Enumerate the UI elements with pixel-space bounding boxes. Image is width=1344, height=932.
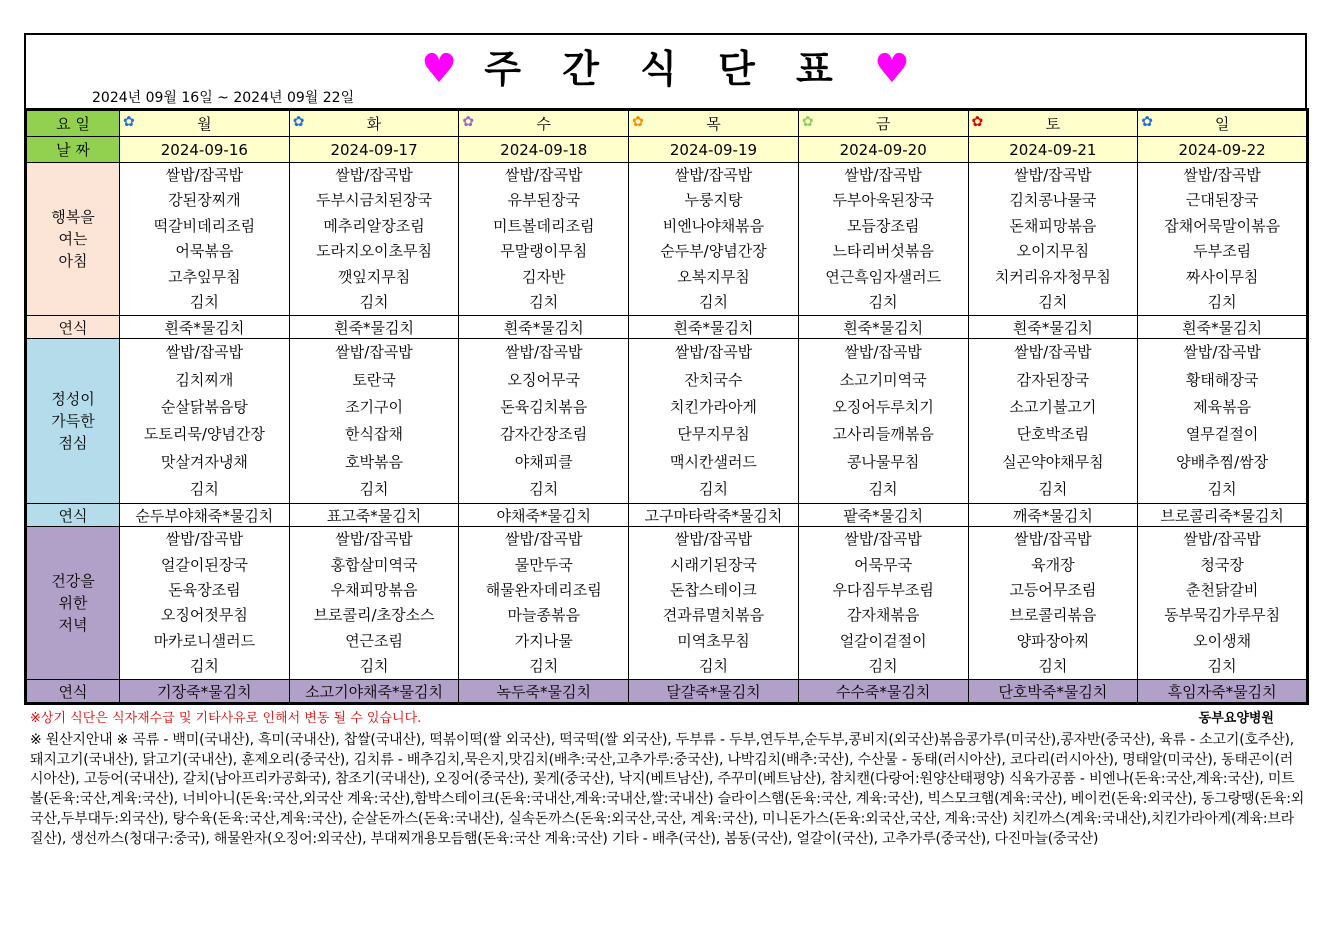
menu-item: 잔치국수 <box>684 370 743 389</box>
menu-item: 쌀밥/잡곡밥 <box>505 530 583 549</box>
flower-icon: ✿ <box>632 114 644 130</box>
menu-item: 고추잎무침 <box>168 267 241 286</box>
menu-item: 마카로니샐러드 <box>153 631 256 650</box>
menu-item: 양배추찜/쌈장 <box>1176 452 1269 471</box>
lunch-menu-cell <box>120 339 290 504</box>
day-date: 2024-09-17 <box>289 137 459 163</box>
menu-item: 김치 <box>359 479 389 498</box>
lunch-menu-cell <box>798 339 968 504</box>
snack-label: 연식 <box>26 680 120 704</box>
menu-item: 오징어무국 <box>507 370 580 389</box>
date-label: 날 짜 <box>26 137 120 163</box>
dinner-menu-cell <box>120 527 290 680</box>
day-name-cell <box>629 110 799 137</box>
day-date: 2024-09-22 <box>1138 137 1308 163</box>
menu-item: 브로콜리볶음 <box>1009 606 1097 625</box>
menu-item: 돈찹스테이크 <box>669 580 757 599</box>
lunch-menu-cell <box>289 339 459 504</box>
snack-item: 표고죽*물김치 <box>289 504 459 527</box>
snack-label: 연식 <box>26 316 120 339</box>
menu-item: 김치 <box>868 657 898 676</box>
flower-icon: ✿ <box>123 114 135 130</box>
day-date: 2024-09-20 <box>798 137 968 163</box>
menu-item: 김치 <box>189 479 219 498</box>
date-range: 2024년 09월 16일 ~ 2024년 09월 22일 <box>92 90 355 106</box>
menu-item: 감자간장조림 <box>500 425 588 444</box>
snack-item: 흰죽*물김치 <box>1138 316 1308 339</box>
snack-item: 흰죽*물김치 <box>968 316 1138 339</box>
snack-item: 녹두죽*물김치 <box>459 680 629 704</box>
flower-icon: ✿ <box>462 114 475 130</box>
menu-item: 쌀밥/잡곡밥 <box>505 166 583 184</box>
menu-item: 쌀밥/잡곡밥 <box>335 530 413 549</box>
menu-item: 김치 <box>359 292 389 311</box>
menu-item: 김치 <box>529 479 559 498</box>
breakfast-label-line: 아침 <box>58 252 88 271</box>
menu-item: 쌀밥/잡곡밥 <box>844 530 922 549</box>
snack-item: 팥죽*물김치 <box>798 504 968 527</box>
menu-item: 해물완자데리조림 <box>485 580 602 599</box>
menu-item: 쌀밥/잡곡밥 <box>674 530 753 549</box>
menu-item: 김치찌개 <box>175 370 234 389</box>
day-date: 2024-09-18 <box>459 137 629 163</box>
snack-item: 소고기야채죽*물김치 <box>289 680 459 704</box>
menu-item: 춘천닭갈비 <box>1185 580 1259 599</box>
menu-item: 김치 <box>1038 657 1068 676</box>
menu-item: 야채피클 <box>514 452 573 471</box>
lunch-label <box>26 339 120 504</box>
day-name-cell <box>120 110 290 137</box>
lunch-label-line: 정성이 <box>51 390 95 409</box>
menu-item: 김치 <box>359 657 389 676</box>
menu-item: 오이생채 <box>1193 631 1252 650</box>
menu-item: 비엔나야채볶음 <box>662 216 765 235</box>
dinner-menu-cell <box>968 527 1138 680</box>
menu-item: 메추리알장조림 <box>323 216 425 235</box>
menu-item: 육개장 <box>1031 555 1075 574</box>
menu-item: 제육볶음 <box>1193 397 1252 416</box>
breakfast-menu-cell <box>968 163 1138 316</box>
day-name: 일 <box>1214 115 1230 133</box>
snack-label: 연식 <box>26 504 120 527</box>
menu-item: 고등어무조림 <box>1009 580 1097 599</box>
menu-item: 물만두국 <box>514 555 573 574</box>
origin-info: ※ 원산지안내 ※ 곡류 - 백미(국내산), 흑미(국내산), 찹쌀(국내산), 떡볶이떡(쌀 외국산), 떡국떡(쌀 외국산), 두부류 - 두부,연두부,순두부,콩비지(외국산)볶음콩가루(미국산),콩자반(중국산), 육류 - 소고기(호주산), 돼지고기(국내산), 닭고기(국내산), 훈제오리(중국산), 김치류 - 배추김치,묵은지,맛김치(배추:국산,고추가루:중국산), 나박김치(배추:국산), 수산물 - 동태(러시아산), 코다리(러시아산), 명태알(미국산), 동태곤이(러시아산), 고등어(국내산), 갈치(남아프리카공화국), 참조기(국내산), 오징어(중국산), 꽃게(중국산), 낙지(베트남산), 주꾸미(베트남산), 참치캔(다랑어:원양산태평양) 식육가공품 - 비엔나(돈육:국산,계육:국산), 미트볼(돈육:국산,계육:국산), 너비아니(돈육:국산,외국산 계육:국산),함박스테이크(돈육:국내산,계육:국내산,쌀:국내산) 슬라이스햄(돈육:국산, 계육:국산), 빅스모크햄(계육:국산), 베이컨(돈육:외국산), 동그랑땡(돈육:외국산,두부대두:외국산), 탕수육(돈육:국산,계육:국산), 순살돈까스(돈육:국내산), 실속돈까스(돈육:외국산,국산, 계육:국산), 미니돈가스(돈육:외국산,국산, 계육:국산) 치킨까스(계육:국내산),치킨가라아게(계육:브라질산), 생선까스(청대구:중국), 해물완자(오징어:외국산), 부대찌개용모듬햄(돈육:국산 계육:국산) 기타 - 배추(국산), 봄동(국산), 얼갈이(국산), 고추가루(중국산), 다진마늘(중국산) <box>30 732 1305 847</box>
menu-item: 콩나물무침 <box>846 452 920 471</box>
menu-item: 쌀밥/잡곡밥 <box>1183 166 1261 184</box>
menu-item: 연근흑임자샐러드 <box>825 267 942 286</box>
menu-item: 김치 <box>698 292 728 311</box>
day-name: 목 <box>706 115 721 133</box>
breakfast-menu-cell <box>459 163 629 316</box>
page-title <box>26 38 1305 93</box>
dinner-label-line: 저녁 <box>58 616 88 635</box>
snack-item: 흰죽*물김치 <box>459 316 629 339</box>
menu-item: 쌀밥/잡곡밥 <box>1014 530 1092 549</box>
menu-item: 김치 <box>1207 292 1237 311</box>
lunch-label-line: 점심 <box>58 434 88 453</box>
menu-item: 김치 <box>868 292 898 311</box>
flower-icon: ✿ <box>1141 114 1153 130</box>
menu-item: 돈육장조림 <box>168 580 241 599</box>
menu-item: 김치 <box>529 657 559 676</box>
menu-item: 조기구이 <box>345 397 404 416</box>
menu-item: 두부아욱된장국 <box>832 191 934 210</box>
dinner-menu-cell <box>289 527 459 680</box>
snack-item: 달걀죽*물김치 <box>629 680 799 704</box>
menu-item: 청국장 <box>1200 555 1244 574</box>
menu-item: 김치 <box>1038 292 1068 311</box>
title-box <box>24 33 1307 108</box>
menu-item: 동부묵김가루무침 <box>1164 606 1281 625</box>
menu-item: 맛살겨자냉채 <box>160 452 248 471</box>
menu-item: 미역초무침 <box>677 631 750 650</box>
menu-item: 실곤약야채무침 <box>1002 452 1104 471</box>
snack-item: 수수죽*물김치 <box>798 680 968 704</box>
day-name: 금 <box>875 115 891 133</box>
dinner-menu-cell <box>1138 527 1308 680</box>
day-date: 2024-09-16 <box>120 137 290 163</box>
menu-item: 쌀밥/잡곡밥 <box>1014 343 1092 362</box>
menu-item: 단호박조림 <box>1016 425 1090 444</box>
breakfast-label-line: 여는 <box>58 230 88 249</box>
day-name-cell <box>968 110 1138 137</box>
menu-item: 쌀밥/잡곡밥 <box>844 343 922 362</box>
menu-item: 유부된장국 <box>507 191 580 210</box>
lunch-menu-cell <box>1138 339 1308 504</box>
dinner-label <box>26 527 120 680</box>
notice-text: ※상기 식단은 식자재수급 및 기타사유로 인해서 변동 될 수 있습니다. <box>30 711 422 726</box>
day-name-cell <box>289 110 459 137</box>
snack-item: 고구마타락죽*물김치 <box>629 504 799 527</box>
menu-item: 우채피망볶음 <box>330 580 418 599</box>
menu-item: 김치 <box>698 657 728 676</box>
menu-item: 쌀밥/잡곡밥 <box>674 166 753 184</box>
menu-item: 두부조림 <box>1193 242 1252 261</box>
menu-item: 쌀밥/잡곡밥 <box>1014 166 1092 184</box>
menu-item: 순살닭볶음탕 <box>160 397 248 416</box>
snack-item: 흰죽*물김치 <box>120 316 290 339</box>
snack-item: 브로콜리죽*물김치 <box>1138 504 1308 527</box>
day-name: 수 <box>536 115 551 133</box>
title-text: 주 간 식 단 표 <box>484 47 847 91</box>
menu-item: 쌀밥/잡곡밥 <box>335 343 413 362</box>
menu-item: 맥시칸샐러드 <box>669 452 757 471</box>
flower-icon: ✿ <box>801 114 814 130</box>
menu-item: 쌀밥/잡곡밥 <box>674 343 753 362</box>
breakfast-label <box>26 163 120 316</box>
flower-icon: ✿ <box>971 114 984 130</box>
menu-item: 오징어젓무침 <box>160 606 248 625</box>
menu-item: 김치콩나물국 <box>1009 191 1097 210</box>
menu-item: 김치 <box>868 479 898 498</box>
menu-item: 도토리묵/양념간장 <box>143 425 265 444</box>
menu-item: 모듬장조림 <box>846 216 920 235</box>
breakfast-menu-cell <box>629 163 799 316</box>
menu-item: 쌀밥/잡곡밥 <box>505 343 583 362</box>
snack-item: 흑임자죽*물김치 <box>1138 680 1308 704</box>
menu-item: 쌀밥/잡곡밥 <box>844 166 922 184</box>
menu-item: 치커리유자청무침 <box>994 267 1111 286</box>
menu-item: 느타리버섯볶음 <box>832 242 934 261</box>
menu-item: 김치 <box>1038 479 1068 498</box>
menu-item: 토란국 <box>352 370 396 389</box>
menu-item: 단무지무침 <box>677 425 750 444</box>
menu-item: 가지나물 <box>514 631 573 650</box>
breakfast-label-line: 행복을 <box>51 208 95 227</box>
menu-item: 홍합살미역국 <box>330 555 418 574</box>
menu-item: 김치 <box>189 657 219 676</box>
menu-item: 오징어두루치기 <box>832 397 934 416</box>
menu-item: 깻잎지무침 <box>337 267 411 286</box>
menu-item: 감자된장국 <box>1016 370 1090 389</box>
menu-item: 고사리들깨볶음 <box>832 425 934 444</box>
menu-item: 쌀밥/잡곡밥 <box>1183 343 1261 362</box>
breakfast-menu-cell <box>120 163 290 316</box>
day-name: 토 <box>1045 115 1061 133</box>
lunch-menu-cell <box>629 339 799 504</box>
menu-item: 치킨가라아게 <box>669 397 757 416</box>
heart-icon: ♥ <box>421 46 458 92</box>
menu-item: 얼갈이된장국 <box>160 555 248 574</box>
dinner-menu-cell <box>629 527 799 680</box>
menu-item: 김치 <box>189 292 219 311</box>
menu-item: 시래기된장국 <box>669 555 757 574</box>
menu-item: 황태해장국 <box>1185 370 1259 389</box>
menu-item: 순두부/양념간장 <box>660 242 767 261</box>
snack-item: 흰죽*물김치 <box>289 316 459 339</box>
menu-item: 두부시금치된장국 <box>316 191 433 210</box>
day-label: 요 일 <box>26 110 120 137</box>
menu-item: 돈육김치볶음 <box>500 397 588 416</box>
menu-item: 우다짐두부조림 <box>832 580 934 599</box>
menu-item: 김치 <box>529 292 559 311</box>
day-name-cell <box>798 110 968 137</box>
menu-item: 양파장아찌 <box>1016 631 1090 650</box>
lunch-label-line: 가득한 <box>51 412 95 431</box>
hospital-name: 동부요양병원 <box>1198 711 1274 726</box>
menu-item: 쌀밥/잡곡밥 <box>165 343 244 362</box>
dinner-menu-cell <box>459 527 629 680</box>
menu-table <box>24 108 1309 705</box>
menu-item: 근대된장국 <box>1185 191 1259 210</box>
menu-item: 마늘종볶음 <box>507 606 580 625</box>
snack-item: 흰죽*물김치 <box>629 316 799 339</box>
day-date: 2024-09-19 <box>629 137 799 163</box>
dinner-label-line: 건강을 <box>51 572 95 591</box>
day-name-cell <box>459 110 629 137</box>
menu-item: 쌀밥/잡곡밥 <box>1183 530 1261 549</box>
menu-item: 쌀밥/잡곡밥 <box>335 166 413 184</box>
dinner-menu-cell <box>798 527 968 680</box>
menu-item: 어묵무국 <box>854 555 913 574</box>
menu-item: 강된장찌개 <box>168 191 241 210</box>
day-name-cell <box>1138 110 1308 137</box>
menu-item: 열무겉절이 <box>1185 425 1259 444</box>
menu-item: 김치 <box>1207 479 1237 498</box>
menu-item: 연근조림 <box>345 631 404 650</box>
menu-item: 김자반 <box>522 267 566 286</box>
menu-item: 얼갈이겉절이 <box>839 631 927 650</box>
snack-item: 단호박죽*물김치 <box>968 680 1138 704</box>
menu-item: 누룽지탕 <box>684 191 743 210</box>
menu-item: 브로콜리/초장소스 <box>313 606 435 625</box>
menu-item: 돈채피망볶음 <box>1009 216 1097 235</box>
day-name: 월 <box>197 115 212 133</box>
menu-item: 소고기불고기 <box>1009 397 1097 416</box>
lunch-menu-cell <box>459 339 629 504</box>
lunch-menu-cell <box>968 339 1138 504</box>
menu-item: 소고기미역국 <box>839 370 927 389</box>
snack-item: 흰죽*물김치 <box>798 316 968 339</box>
snack-item: 기장죽*물김치 <box>120 680 290 704</box>
menu-item: 잡채어묵말이볶음 <box>1164 216 1281 235</box>
breakfast-menu-cell <box>289 163 459 316</box>
menu-item: 호박볶음 <box>345 452 404 471</box>
menu-item: 김치 <box>698 479 728 498</box>
menu-item: 견과류멸치볶음 <box>662 606 765 625</box>
breakfast-menu-cell <box>1138 163 1308 316</box>
menu-item: 쌀밥/잡곡밥 <box>165 530 244 549</box>
menu-item: 오복지무침 <box>677 267 750 286</box>
menu-item: 감자채볶음 <box>846 606 920 625</box>
menu-item: 오이지무침 <box>1016 242 1090 261</box>
menu-item: 어묵볶음 <box>175 242 234 261</box>
menu-item: 짜사이무침 <box>1185 267 1259 286</box>
menu-item: 한식잡채 <box>345 425 404 444</box>
menu-item: 쌀밥/잡곡밥 <box>165 166 244 184</box>
menu-item: 무말랭이무침 <box>500 242 588 261</box>
menu-item: 도라지오이초무침 <box>316 242 433 261</box>
snack-item: 야채죽*물김치 <box>459 504 629 527</box>
dinner-label-line: 위한 <box>58 594 88 613</box>
snack-item: 순두부야채죽*물김치 <box>120 504 290 527</box>
menu-item: 김치 <box>1207 657 1237 676</box>
heart-icon: ♥ <box>873 46 910 92</box>
flower-icon: ✿ <box>292 114 305 130</box>
snack-item: 깨죽*물김치 <box>968 504 1138 527</box>
breakfast-menu-cell <box>798 163 968 316</box>
menu-item: 미트볼데리조림 <box>493 216 595 235</box>
day-date: 2024-09-21 <box>968 137 1138 163</box>
day-name: 화 <box>366 115 382 133</box>
menu-item: 떡갈비데리조림 <box>153 216 256 235</box>
